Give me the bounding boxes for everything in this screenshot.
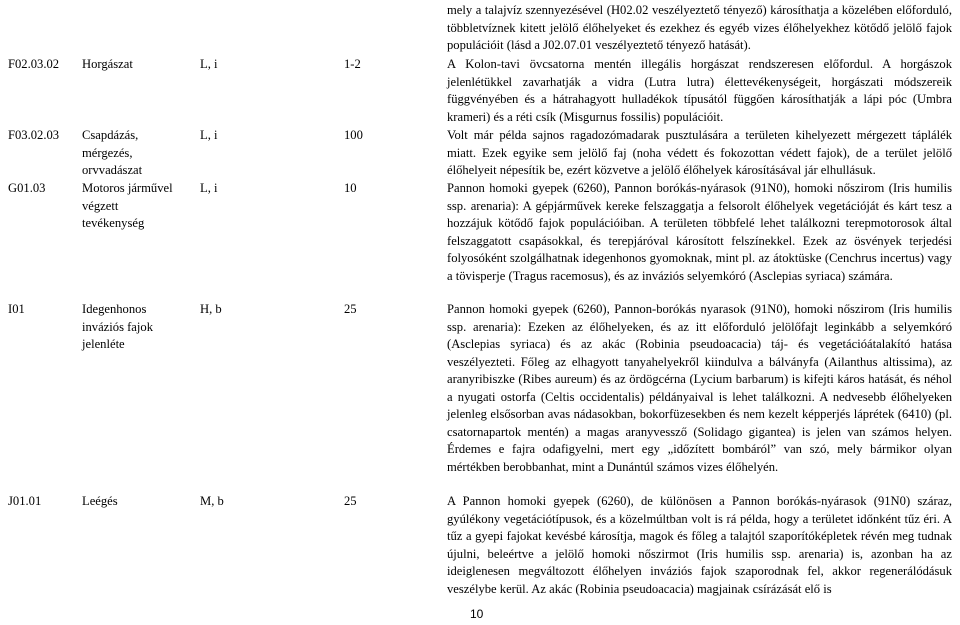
row-description: Volt már példa sajnos ragadozómadarak pusztulására a területen kihelyezett mérgezett táplálék miatt. Ezek egyike sem jelölő faj (noha védett és fokozottan védett fajok), de a terület jelölő élőhelyeit népesítik be, ezért közvetve a jelölő élőhelyek károsításával jár elhullásuk. [447, 128, 952, 177]
row-code: F03.02.03 [8, 128, 60, 142]
row-description: Pannon homoki gyepek (6260), Pannon borókás-nyárasok (91N0), homoki nőszirom (Iris humilis ssp. arenaria): A gépjárművek kereke felszaggatja a felsorolt élőhelyek vegetációját és kárt tesz a hozzájuk kötődő fajok populációiban. A területen többfelé lehet találkozni terepmotorosok által felszaggatott csapásokkal, és terepjáróval károsított felszínekkel. Ezek az ösvények terjedési folyosóként szolgálhatnak idegenhonos gyomoknak, mint pl. az átoktüske (Cenchrus incertus) vagy a tövisperje (Tragus racemosus), és az inváziós selyemkóró (Asclepias syriaca) számára. [447, 181, 952, 283]
row-description: Pannon homoki gyepek (6260), Pannon-borókás nyarasok (91N0), homoki nőszirom (Iris humilis ssp. arenaria): Ezeken az élőhelyeken, és az itt előforduló jelölőfajt leginkább a selyemkóró (Asclepias syriaca) és az akác (Robinia pseudoacacia) táj- és vegetációátalakító hatása veszélyezteti. Főleg az elhagyott tanyahelyekről kiindulva a bálványfa (Ailanthus altissima), az aranyribiszke (Ribes aureum) és az ördögcérna (Lycium barbarum) is kifejti káros hatását, és néhol a nyugati ostorfa (Celtis occidentalis) példányaival is lehet találkozni. A nedvesebb élőhelyeken jelenleg elsősorban avas nádasokban, bokorfüzesekben és nem kezelt képperjés láprétek (6410) (pl. csatornapartok mentén) a magas aranyvessző (Solidago gigantea) is jelen van számos helyen. Érdemes e fajra odafigyelni, mert egy „időzített bombáról” van szó, mely bármikor olyan mértékben berobbanhat, mint a Dunántúl számos vizes élőhelyén. [447, 302, 952, 474]
row-description: A Pannon homoki gyepek (6260), de különösen a Pannon borókás-nyárasok (91N0) száraz, gyúlékony vegetációtípusok, és a közelmúltban volt is rá példa, hogy a területet időnként tűz éri. A tűz a gyepi fajokat kevésbé károsítja, magok és főleg a talajtól szaporítóképletek révén meg tudnak újulni, beleértve a jelölő homoki nőszirmot (Iris humilis ssp. arenaria) is, azonban ha az ideiglenesen megváltozott élőhelyen inváziós fajok szaporodnak fel, akkor regenerálódásuk veszélybe kerül. Az akác (Robinia pseudoacacia) magjainak csírázását elő is [447, 494, 952, 596]
row-percent: 1-2 [344, 57, 361, 71]
row-percent: 25 [344, 494, 357, 508]
row-code: J01.01 [8, 494, 42, 508]
row-name: Motoros járművel végzett tevékenység [82, 181, 173, 230]
row-rank: M, b [200, 494, 224, 508]
row-code: I01 [8, 302, 25, 316]
page-number: 10 [470, 607, 484, 621]
row-code: G01.03 [8, 181, 46, 195]
row-rank: H, b [200, 302, 222, 316]
row-name: Csapdázás, mérgezés, orvvadászat [82, 128, 143, 177]
row-rank: L, i [200, 128, 218, 142]
row-name: Leégés [82, 494, 118, 508]
row-percent: 25 [344, 302, 357, 316]
row-rank: L, i [200, 57, 218, 71]
row-name: Idegenhonos inváziós fajok jelenléte [82, 302, 153, 351]
row-rank: L, i [200, 181, 218, 195]
row-description: mely a talajvíz szennyezésével (H02.02 veszélyeztető tényező) károsíthatja a közelében előforduló, többletvíznek kitett jelölő élőhelyeket és ezekhez és egyéb vizes élőhelyekhez kötődő jelölő fajok populációit (lásd a J02.07.01 veszélyeztető tényező hatását). [447, 3, 952, 52]
row-code: F02.03.02 [8, 57, 60, 71]
row-name: Horgászat [82, 57, 133, 71]
row-percent: 100 [344, 128, 363, 142]
row-description: A Kolon-tavi övcsatorna mentén illegális horgászat rendszeresen előfordul. A horgászok jelenlétükkel zavarhatják a vidra (Lutra lutra) élettevékenységeit, horgászati módszereik függvényében és a hátrahagyott hulladékok típusától függően károsíthatják a lápi póc (Umbra krameri) és a réti csík (Misgurnus fossilis) populációit. [447, 57, 952, 124]
row-percent: 10 [344, 181, 357, 195]
